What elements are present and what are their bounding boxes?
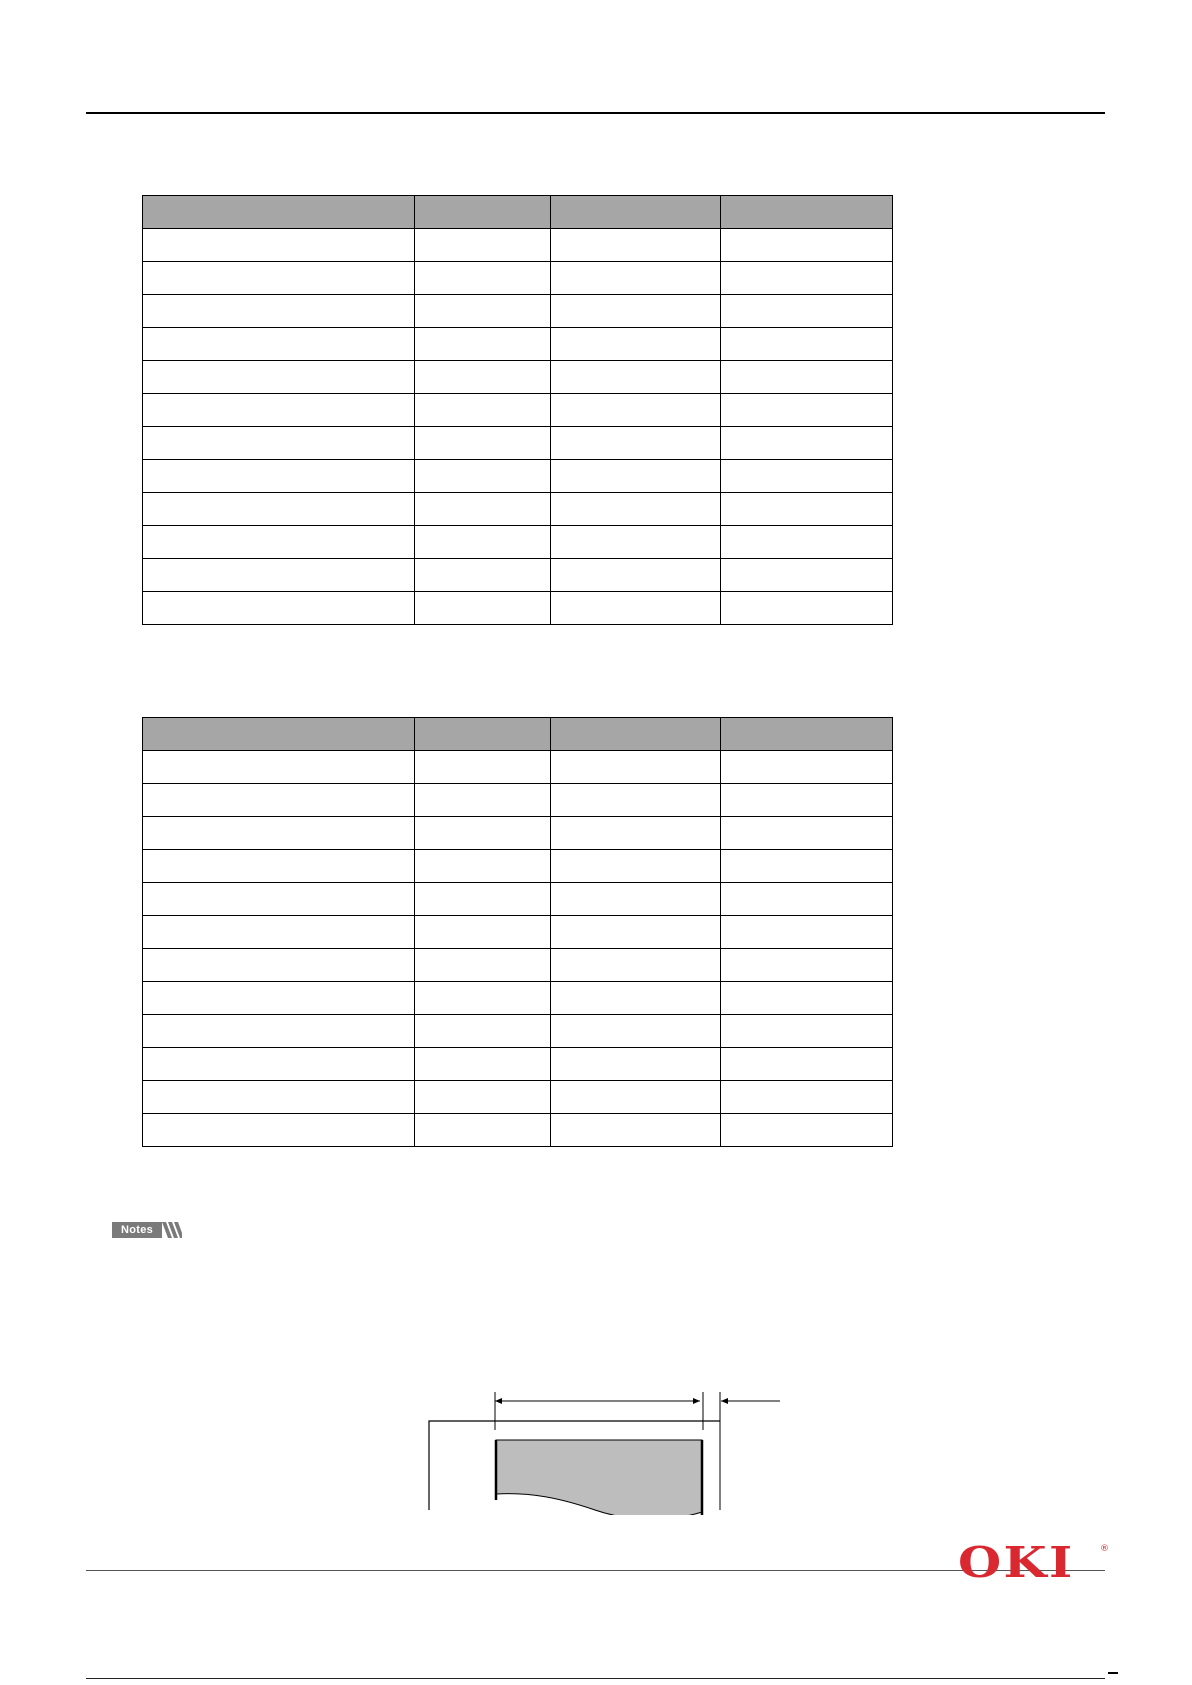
table-row <box>143 751 893 784</box>
paper-sheet <box>496 1440 702 1515</box>
arrow-right-icon <box>693 1398 700 1404</box>
table-cell <box>721 883 893 916</box>
table-cell <box>143 949 415 982</box>
table-cell <box>721 1081 893 1114</box>
paper-margin-diagram <box>410 1370 790 1515</box>
notes-stripes-icon <box>162 1222 182 1238</box>
table-header-row <box>143 718 893 751</box>
table-cell <box>415 850 551 883</box>
table-cell <box>143 1015 415 1048</box>
table-cell <box>143 784 415 817</box>
table-cell <box>415 460 551 493</box>
table-row <box>143 883 893 916</box>
column-header <box>415 196 551 229</box>
table-cell <box>721 949 893 982</box>
table-cell <box>415 784 551 817</box>
table-cell <box>721 427 893 460</box>
table-cell <box>415 559 551 592</box>
arrow-margin-icon <box>721 1398 728 1404</box>
table-cell <box>551 982 721 1015</box>
table-cell <box>721 328 893 361</box>
spec-table-1 <box>142 195 893 625</box>
table-cell <box>551 394 721 427</box>
table-cell <box>415 751 551 784</box>
table-cell <box>415 394 551 427</box>
footer-rule <box>86 1570 1105 1571</box>
table-cell <box>721 1015 893 1048</box>
table-header-row <box>143 196 893 229</box>
table-cell <box>143 493 415 526</box>
table-cell <box>143 751 415 784</box>
table-cell <box>143 328 415 361</box>
column-header <box>721 718 893 751</box>
table-cell <box>415 982 551 1015</box>
table-cell <box>721 982 893 1015</box>
table-cell <box>143 262 415 295</box>
table-cell <box>143 850 415 883</box>
table-cell <box>551 817 721 850</box>
table-row <box>143 229 893 262</box>
table-cell <box>551 751 721 784</box>
column-header <box>551 718 721 751</box>
table-cell <box>415 1114 551 1147</box>
table-row <box>143 526 893 559</box>
table-row <box>143 916 893 949</box>
table-cell <box>415 427 551 460</box>
table-cell <box>721 394 893 427</box>
table-cell <box>721 526 893 559</box>
table-cell <box>551 526 721 559</box>
table-cell <box>415 361 551 394</box>
table-cell <box>551 229 721 262</box>
table-cell <box>143 295 415 328</box>
table-cell <box>143 361 415 394</box>
column-header <box>143 718 415 751</box>
notes-label: Notes <box>112 1222 162 1238</box>
table-cell <box>721 229 893 262</box>
table-cell <box>721 817 893 850</box>
table-cell <box>143 883 415 916</box>
table-cell <box>721 850 893 883</box>
table-cell <box>721 460 893 493</box>
table-cell <box>551 493 721 526</box>
table-cell <box>143 592 415 625</box>
table-row <box>143 1015 893 1048</box>
table-row <box>143 592 893 625</box>
table-cell <box>143 427 415 460</box>
table-cell <box>551 1114 721 1147</box>
table-cell <box>415 526 551 559</box>
table-row <box>143 361 893 394</box>
table-cell <box>551 295 721 328</box>
table-row <box>143 295 893 328</box>
table-cell <box>721 1114 893 1147</box>
table-row <box>143 559 893 592</box>
column-header <box>415 718 551 751</box>
table-cell <box>143 1114 415 1147</box>
table-cell <box>415 328 551 361</box>
table-cell <box>551 883 721 916</box>
table-cell <box>415 1048 551 1081</box>
table-cell <box>551 1081 721 1114</box>
table-cell <box>415 229 551 262</box>
table-row <box>143 328 893 361</box>
arrow-left-icon <box>495 1398 502 1404</box>
table-cell <box>721 493 893 526</box>
table-cell <box>721 784 893 817</box>
table-row <box>143 949 893 982</box>
column-header <box>551 196 721 229</box>
registered-mark: ® <box>1100 1544 1109 1554</box>
table-cell <box>551 559 721 592</box>
table-cell <box>551 427 721 460</box>
table-cell <box>721 295 893 328</box>
table-cell <box>143 1081 415 1114</box>
table-cell <box>415 949 551 982</box>
table-row <box>143 784 893 817</box>
table-cell <box>551 361 721 394</box>
table-cell <box>143 460 415 493</box>
table-cell <box>721 1048 893 1081</box>
table-cell <box>143 526 415 559</box>
table-cell <box>415 1015 551 1048</box>
table-row <box>143 1048 893 1081</box>
oki-logo <box>958 1540 1108 1586</box>
table-cell <box>143 394 415 427</box>
column-header <box>143 196 415 229</box>
table-cell <box>143 229 415 262</box>
table-cell <box>143 817 415 850</box>
table-row <box>143 982 893 1015</box>
table-cell <box>143 559 415 592</box>
table-cell <box>143 982 415 1015</box>
table-cell <box>415 817 551 850</box>
table-cell <box>721 916 893 949</box>
table-cell <box>551 592 721 625</box>
table-cell <box>721 751 893 784</box>
table-row <box>143 1081 893 1114</box>
table-cell <box>415 493 551 526</box>
column-header <box>721 196 893 229</box>
table-cell <box>415 295 551 328</box>
table-cell <box>721 559 893 592</box>
table-cell <box>721 361 893 394</box>
page-edge-mark <box>1108 1672 1118 1674</box>
table-cell <box>551 949 721 982</box>
table-cell <box>415 916 551 949</box>
table-cell <box>721 592 893 625</box>
table-row <box>143 460 893 493</box>
table-cell <box>551 1048 721 1081</box>
table-cell <box>143 916 415 949</box>
table-row <box>143 394 893 427</box>
header-rule <box>86 112 1105 114</box>
table-cell <box>551 850 721 883</box>
table-cell <box>721 262 893 295</box>
table-cell <box>143 1048 415 1081</box>
table-cell <box>551 1015 721 1048</box>
spec-table-2 <box>142 717 893 1147</box>
table-row <box>143 493 893 526</box>
table-row <box>143 817 893 850</box>
table-cell <box>551 460 721 493</box>
table-cell <box>415 883 551 916</box>
table-cell <box>551 784 721 817</box>
table-cell <box>551 328 721 361</box>
table-cell <box>415 592 551 625</box>
logo-wordmark: OKI <box>958 1538 1075 1587</box>
table-cell <box>551 916 721 949</box>
table-row <box>143 850 893 883</box>
table-row <box>143 427 893 460</box>
table-row <box>143 1114 893 1147</box>
table-row <box>143 262 893 295</box>
table-cell <box>415 1081 551 1114</box>
notes-badge <box>112 1222 182 1238</box>
bottom-rule <box>86 1678 1105 1679</box>
table-cell <box>415 262 551 295</box>
table-cell <box>551 262 721 295</box>
